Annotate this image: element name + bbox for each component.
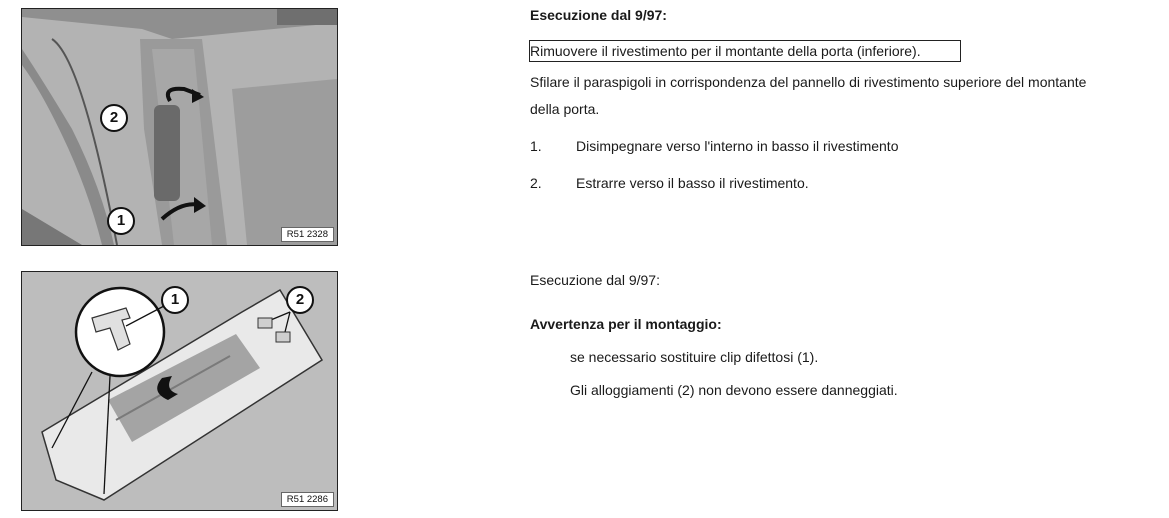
step-number: 1. bbox=[530, 138, 542, 154]
callout-2: 2 bbox=[286, 286, 314, 314]
assembly-note-2: Gli alloggiamenti (2) non devono essere danneggiati. bbox=[570, 382, 898, 398]
removal-instruction-box bbox=[529, 40, 961, 62]
figure-door-pillar-trim bbox=[21, 8, 338, 246]
section1-heading: Esecuzione dal 9/97: bbox=[530, 7, 667, 23]
callout-2: 2 bbox=[100, 104, 128, 132]
edge-protector-text-line1: Sfilare il paraspigoli in corrispondenza del pannello di rivestimento superiore del montante bbox=[530, 74, 1087, 90]
removal-instruction: Rimuovere il rivestimento per il montante della porta (inferiore). bbox=[530, 43, 921, 59]
callout-1: 1 bbox=[107, 207, 135, 235]
step-text: Disimpegnare verso l'interno in basso il rivestimento bbox=[576, 138, 899, 154]
assembly-note-1: se necessario sostituire clip difettosi (1). bbox=[570, 349, 819, 365]
figure-trim-clips bbox=[21, 271, 338, 511]
step-text: Estrarre verso il basso il rivestimento. bbox=[576, 175, 809, 191]
section2-heading: Esecuzione dal 9/97: bbox=[530, 272, 660, 288]
step-2 bbox=[530, 173, 809, 193]
step-number: 2. bbox=[530, 175, 542, 191]
edge-protector-text-line2: della porta. bbox=[530, 101, 600, 117]
figure-code: R51 2328 bbox=[281, 227, 334, 242]
assembly-note-title: Avvertenza per il montaggio: bbox=[530, 316, 722, 332]
callout-1: 1 bbox=[161, 286, 189, 314]
step-1 bbox=[530, 136, 898, 156]
door-pillar-illustration bbox=[22, 9, 337, 245]
figure-code: R51 2286 bbox=[281, 492, 334, 507]
